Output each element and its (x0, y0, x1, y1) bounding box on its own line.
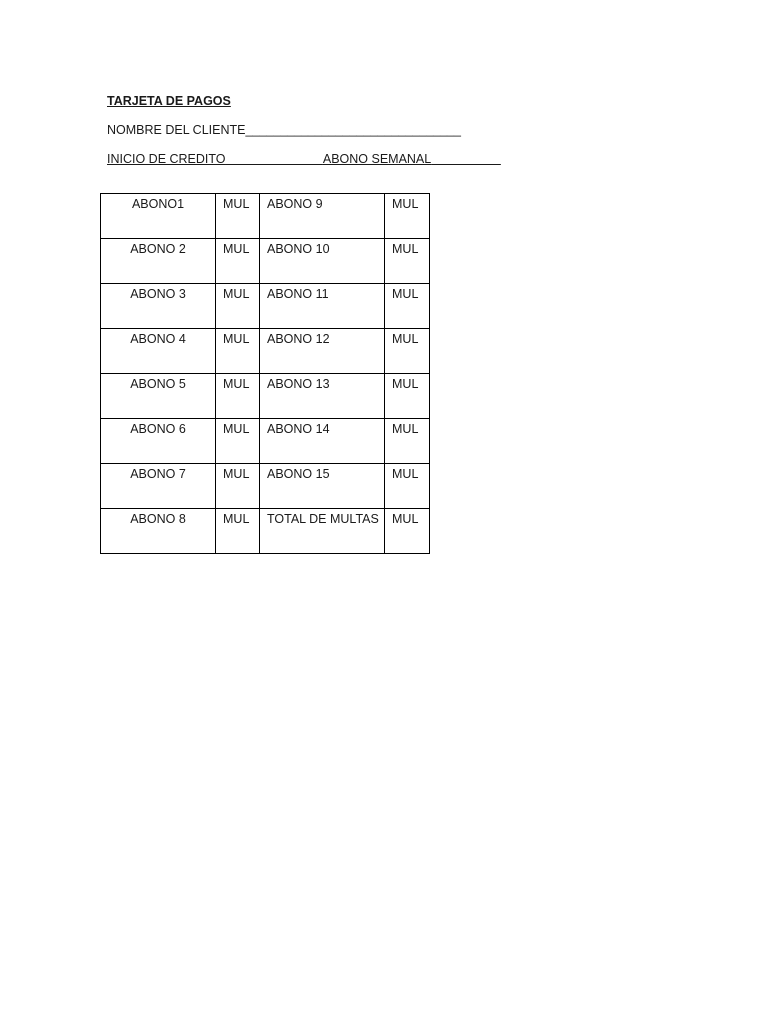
payment-cell: ABONO 3 (101, 284, 216, 329)
table-row (101, 509, 430, 554)
payment-cell: ABONO 9 (260, 194, 385, 239)
weekly-payment-blank: __________ (431, 152, 501, 166)
payment-cell: ABONO 15 (260, 464, 385, 509)
table-row (101, 464, 430, 509)
fine-cell: MUL (385, 329, 430, 374)
client-name-label: NOMBRE DEL CLIENTE (107, 123, 246, 137)
payment-cell: ABONO 11 (260, 284, 385, 329)
fine-cell: MUL (216, 509, 260, 554)
fine-cell: MUL (216, 194, 260, 239)
credit-line (107, 152, 501, 166)
payments-table (100, 193, 430, 554)
weekly-payment-label: ABONO SEMANAL (322, 152, 432, 166)
credit-start-blank: ______________ (225, 152, 323, 166)
client-name-blank: _______________________________ (245, 123, 461, 137)
payment-cell: ABONO1 (101, 194, 216, 239)
table-row (101, 194, 430, 239)
fine-cell: MUL (385, 374, 430, 419)
payment-cell: ABONO 10 (260, 239, 385, 284)
payment-cell: ABONO 13 (260, 374, 385, 419)
total-fines-cell: TOTAL DE MULTAS (260, 509, 385, 554)
document-title: TARJETA DE PAGOS (107, 94, 231, 108)
fine-cell: MUL (385, 194, 430, 239)
table-row (101, 329, 430, 374)
fine-cell: MUL (385, 284, 430, 329)
payment-cell: ABONO 7 (101, 464, 216, 509)
fine-cell: MUL (385, 239, 430, 284)
fine-cell: MUL (216, 419, 260, 464)
table-row (101, 419, 430, 464)
payment-cell: ABONO 6 (101, 419, 216, 464)
table-row (101, 284, 430, 329)
fine-cell: MUL (385, 509, 430, 554)
payment-cell: ABONO 14 (260, 419, 385, 464)
fine-cell: MUL (385, 464, 430, 509)
fine-cell: MUL (216, 284, 260, 329)
fine-cell: MUL (216, 374, 260, 419)
payment-cell: ABONO 4 (101, 329, 216, 374)
payment-cell: ABONO 2 (101, 239, 216, 284)
fine-cell: MUL (216, 239, 260, 284)
table-row (101, 374, 430, 419)
payment-cell: ABONO 12 (260, 329, 385, 374)
payment-cell: ABONO 5 (101, 374, 216, 419)
fine-cell: MUL (216, 464, 260, 509)
payment-cell: ABONO 8 (101, 509, 216, 554)
fine-cell: MUL (216, 329, 260, 374)
table-row (101, 239, 430, 284)
client-name-line (107, 123, 461, 137)
credit-start-label: INICIO DE CREDITO (107, 152, 226, 166)
fine-cell: MUL (385, 419, 430, 464)
